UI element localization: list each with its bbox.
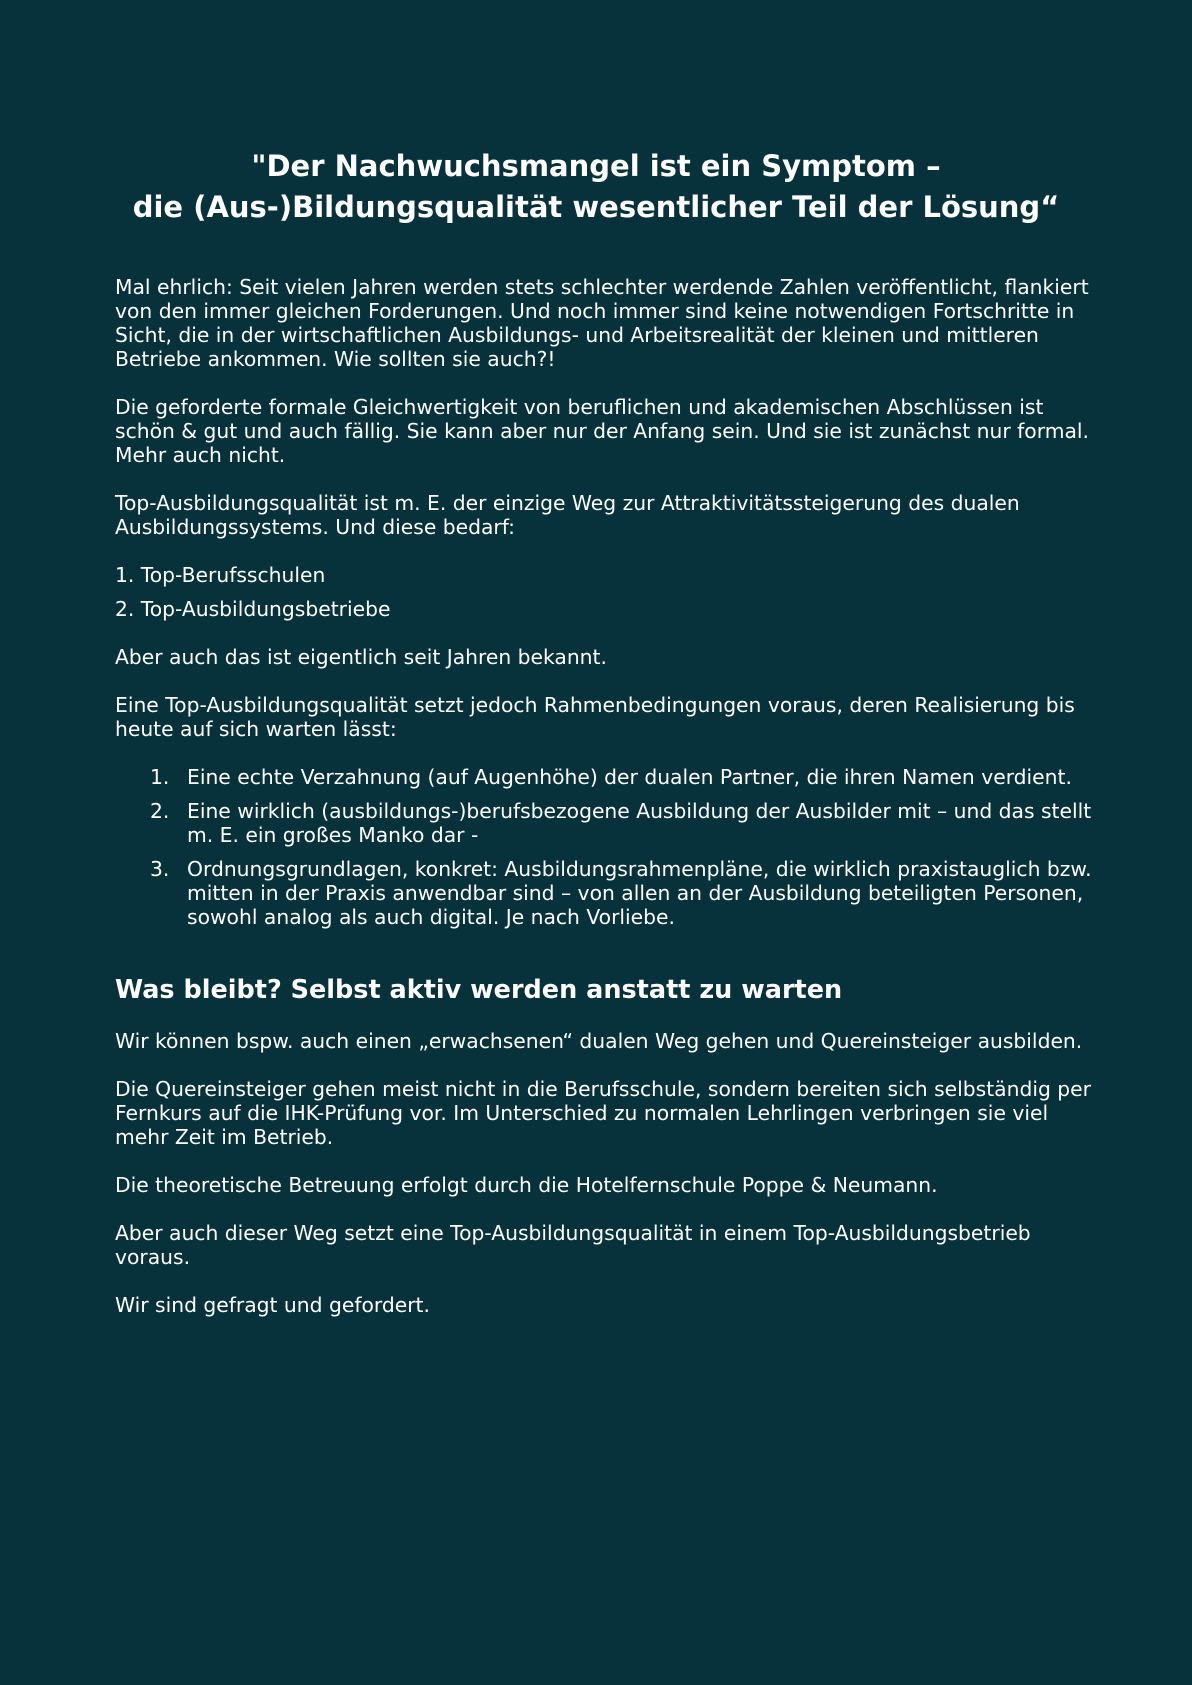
list-item-number: 2. [150, 799, 170, 823]
title-line-1: "Der Nachwuchsmangel ist ein Symptom – [251, 149, 941, 183]
paragraph: Wir können bspw. auch einen „erwachsenen“ dualen Weg gehen und Quereinsteiger ausbilden. [115, 1029, 1083, 1053]
page-title [0, 146, 1192, 228]
list-item-number: 1. [150, 765, 170, 789]
section-heading: Was bleibt? Selbst aktiv werden anstatt zu warten [115, 975, 843, 1005]
paragraph: Top-Ausbildungsqualität ist m. E. der einzige Weg zur Attraktivitätssteigerung des dualen Ausbildungssystems. Und diese bedarf: [115, 491, 1020, 539]
paragraph: Mal ehrlich: Seit vielen Jahren werden stets schlechter werdende Zahlen veröffentlicht, flankiert von den immer gleichen Forderungen. Und noch immer sind keine notwendigen Fortschritte in Sicht, die in der wirtschaftlichen Ausbildungs- und Arbeitsrealität der kleinen und mittleren Betriebe ankommen. Wie sollten sie auch?! [115, 275, 1089, 371]
conditions-list [115, 765, 1100, 929]
list-item: 2. Top-Ausbildungsbetriebe [115, 597, 391, 621]
list-item-text: Eine echte Verzahnung (auf Augenhöhe) der dualen Partner, die ihren Namen verdient. [187, 765, 1072, 789]
paragraph: Eine Top-Ausbildungsqualität setzt jedoch Rahmenbedingungen voraus, deren Realisierung bis heute auf sich warten lässt: [115, 693, 1075, 741]
article-body [115, 275, 1100, 1341]
list-item [115, 799, 1100, 847]
paragraph: Aber auch dieser Weg setzt eine Top-Ausbildungsqualität in einem Top-Ausbildungsbetrieb voraus. [115, 1221, 1031, 1269]
paragraph: Die Quereinsteiger gehen meist nicht in die Berufsschule, sondern bereiten sich selbständig per Fernkurs auf die IHK-Prüfung vor. Im Unterschied zu normalen Lehrlingen verbringen sie viel mehr Zeit im Betrieb. [115, 1077, 1091, 1149]
paragraph: Die geforderte formale Gleichwertigkeit von beruflichen und akademischen Abschlüssen ist schön & gut und auch fällig. Sie kann aber nur der Anfang sein. Und sie ist zunächst nur formal. Mehr auch nicht. [115, 395, 1089, 467]
list-item-number: 3. [150, 857, 170, 881]
title-line-2: die (Aus-)Bildungsqualität wesentlicher Teil der Lösung“ [132, 190, 1060, 224]
paragraph: Die theoretische Betreuung erfolgt durch die Hotelfernschule Poppe & Neumann. [115, 1173, 938, 1197]
list-item-text: Ordnungsgrundlagen, konkret: Ausbildungsrahmenpläne, die wirklich praxistauglich bzw. mitten in der Praxis anwendbar sind – von allen an der Ausbildung beteiligten Personen, sowohl analog als auch digital. Je nach Vorliebe. [187, 857, 1092, 929]
list-item [115, 857, 1100, 929]
list-item: 1. Top-Berufsschulen [115, 563, 326, 587]
list-item-text: Eine wirklich (ausbildungs-)berufsbezogene Ausbildung der Ausbilder mit – und das stellt m. E. ein großes Manko dar - [187, 799, 1092, 847]
requirements-list [115, 563, 1100, 621]
paragraph: Wir sind gefragt und gefordert. [115, 1293, 430, 1317]
list-item [115, 765, 1100, 789]
paragraph: Aber auch das ist eigentlich seit Jahren bekannt. [115, 645, 607, 669]
